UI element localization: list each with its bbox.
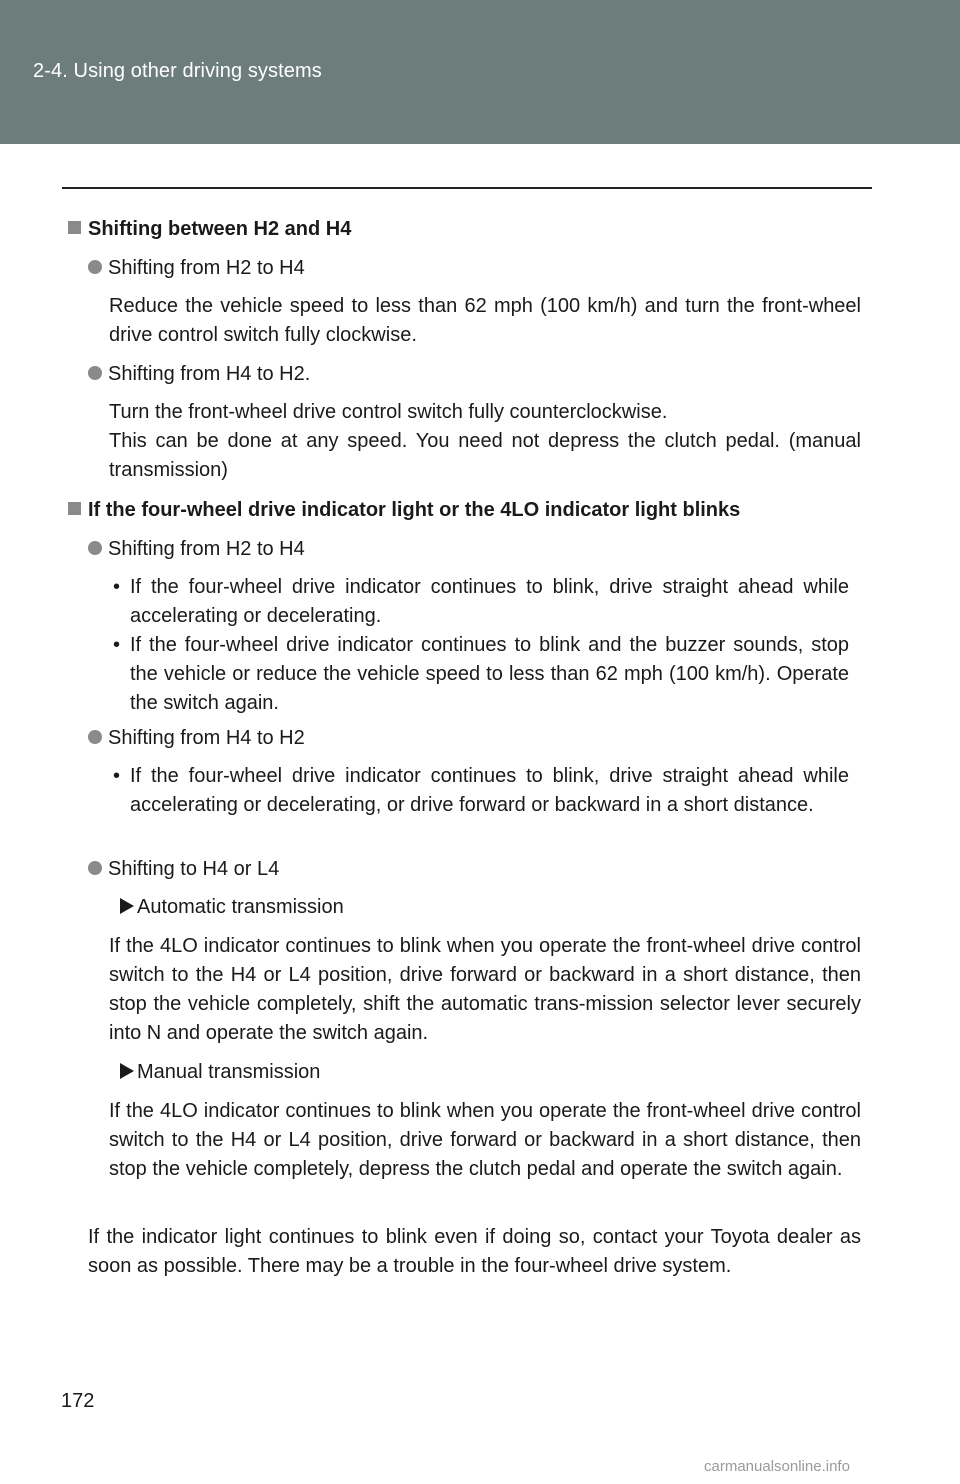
subheading: Shifting from H2 to H4 [88, 254, 305, 283]
watermark: carmanualsonline.info [704, 1458, 850, 1475]
paragraph: If the 4LO indicator continues to blink when you operate the front-wheel drive control switch to the H4 or L4 position, drive forward or backward in a short distance, then stop the vehicle completely, depress the clutch pedal and operate the switch again. [109, 1100, 861, 1180]
square-bullet-icon [68, 502, 81, 515]
circle-bullet-icon [88, 861, 102, 875]
bullet-mark: • [113, 576, 121, 598]
paragraph: Turn the front-wheel drive control switch fully counterclockwise. [109, 401, 668, 423]
list-item: If the four-wheel drive indicator continues to blink, drive straight ahead while accelerating or decelerating, or drive forward or backward in a short distance. [130, 765, 849, 816]
circle-bullet-icon [88, 260, 102, 274]
paragraph: If the 4LO indicator continues to blink when you operate the front-wheel drive control switch to the H4 or L4 position, drive forward or backward in a short distance, then stop the vehicle completely, shift the automatic trans-mission selector lever securely into N and operate the switch again. [109, 935, 861, 1044]
section-heading: Shifting between H2 and H4 [68, 215, 351, 244]
subheading: Shifting to H4 or L4 [88, 855, 279, 884]
closing-paragraph: If the indicator light continues to blink even if doing so, contact your Toyota dealer as soon as possible. There may be a trouble in the four-wheel drive system. [88, 1226, 861, 1277]
circle-bullet-icon [88, 541, 102, 555]
page-header [0, 0, 960, 144]
section-heading: If the four-wheel drive indicator light or the 4LO indicator light blinks [68, 496, 740, 525]
paragraph: Reduce the vehicle speed to less than 62 mph (100 km/h) and turn the front-wheel drive control switch fully clockwise. [109, 295, 861, 346]
bullet-mark: • [113, 634, 121, 656]
transmission-label: Automatic transmission [120, 893, 344, 922]
section-divider [62, 187, 872, 189]
page-number: 172 [61, 1390, 95, 1412]
transmission-label: Manual transmission [120, 1058, 320, 1087]
square-bullet-icon [68, 221, 81, 234]
list-item: If the four-wheel drive indicator continues to blink, drive straight ahead while accelerating or decelerating. [130, 576, 849, 627]
triangle-right-icon [120, 898, 134, 914]
bullet-mark: • [113, 765, 121, 787]
circle-bullet-icon [88, 730, 102, 744]
circle-bullet-icon [88, 366, 102, 380]
paragraph: This can be done at any speed. You need not depress the clutch pedal. (manual transmission) [109, 430, 861, 481]
subheading: Shifting from H4 to H2 [88, 724, 305, 753]
triangle-right-icon [120, 1063, 134, 1079]
list-item: If the four-wheel drive indicator continues to blink and the buzzer sounds, stop the vehicle or reduce the vehicle speed to less than 62 mph (100 km/h). Operate the switch again. [130, 634, 849, 714]
subheading: Shifting from H2 to H4 [88, 535, 305, 564]
header-title: 2-4. Using other driving systems [33, 60, 322, 82]
subheading: Shifting from H4 to H2. [88, 360, 310, 389]
